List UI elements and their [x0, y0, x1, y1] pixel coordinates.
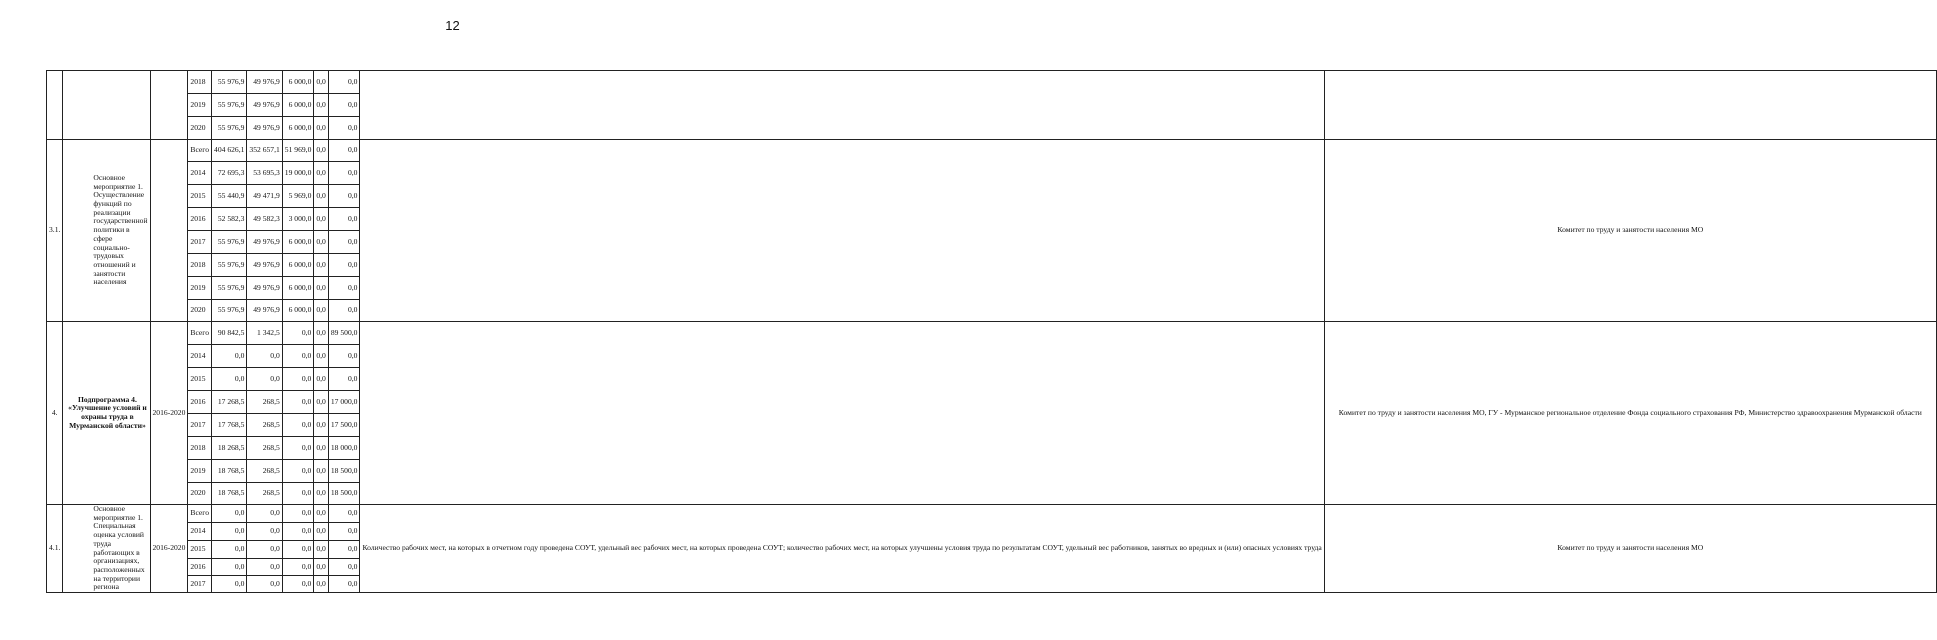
value-cell: 268,5: [247, 460, 282, 483]
value-cell: 0,0: [282, 391, 314, 414]
value-cell: 0,0: [282, 322, 314, 345]
value-cell: 0,0: [282, 483, 314, 505]
implementation-period: 2016-2020: [150, 505, 188, 593]
value-cell: 0,0: [212, 522, 247, 540]
value-cell: 52 582,3: [212, 208, 247, 231]
year-cell: Всего: [188, 322, 212, 345]
row-index: 3.1.: [47, 140, 63, 322]
value-cell: 6 000,0: [282, 94, 314, 117]
value-cell: 0,0: [328, 300, 360, 322]
value-cell: 49 976,9: [247, 231, 282, 254]
budget-table: [46, 70, 1937, 593]
value-cell: 49 976,9: [247, 71, 282, 94]
value-cell: 18 000,0: [328, 437, 360, 460]
value-cell: 0,0: [282, 437, 314, 460]
value-cell: 0,0: [314, 208, 329, 231]
value-cell: 17 268,5: [212, 391, 247, 414]
value-cell: 0,0: [314, 505, 329, 523]
executor-cell: [1324, 71, 1936, 140]
value-cell: 1 342,5: [247, 322, 282, 345]
value-cell: 0,0: [314, 460, 329, 483]
value-cell: 0,0: [314, 162, 329, 185]
value-cell: 0,0: [314, 185, 329, 208]
year-cell: 2019: [188, 277, 212, 300]
value-cell: 51 969,0: [282, 140, 314, 162]
value-cell: 55 976,9: [212, 300, 247, 322]
value-cell: 0,0: [314, 437, 329, 460]
value-cell: 6 000,0: [282, 300, 314, 322]
value-cell: 49 471,9: [247, 185, 282, 208]
table-row: [47, 505, 1937, 523]
year-cell: 2018: [188, 71, 212, 94]
value-cell: 0,0: [328, 231, 360, 254]
value-cell: 18 268,5: [212, 437, 247, 460]
value-cell: 0,0: [282, 368, 314, 391]
measure-name: Основное мероприятие 1. Специальная оценка условий труда работающих в организациях, расположенных на территории региона: [63, 505, 150, 593]
indicator-cell: Количество рабочих мест, на которых в отчетном году проведена СОУТ, удельный вес рабочих мест, на которых проведена СОУТ; количество рабочих мест, на которых улучшены условия труда по результатам СОУТ, удельный вес работников, занятых во вредных и (или) опасных условиях труда: [360, 505, 1324, 593]
value-cell: 0,0: [314, 540, 329, 558]
table-row: [47, 322, 1937, 345]
value-cell: 0,0: [314, 576, 329, 593]
value-cell: 0,0: [328, 277, 360, 300]
year-cell: 2017: [188, 576, 212, 593]
value-cell: 0,0: [212, 345, 247, 368]
value-cell: 3 000,0: [282, 208, 314, 231]
value-cell: 268,5: [247, 414, 282, 437]
executor-cell: Комитет по труду и занятости населения МО: [1324, 505, 1936, 593]
value-cell: 89 500,0: [328, 322, 360, 345]
year-cell: Всего: [188, 505, 212, 523]
value-cell: 18 768,5: [212, 460, 247, 483]
year-cell: 2016: [188, 391, 212, 414]
value-cell: 0,0: [212, 540, 247, 558]
value-cell: 6 000,0: [282, 71, 314, 94]
value-cell: 0,0: [328, 140, 360, 162]
implementation-period: [150, 140, 188, 322]
year-cell: 2015: [188, 540, 212, 558]
value-cell: 49 976,9: [247, 117, 282, 140]
value-cell: 0,0: [328, 162, 360, 185]
value-cell: 0,0: [328, 505, 360, 523]
value-cell: 0,0: [328, 540, 360, 558]
value-cell: 0,0: [328, 117, 360, 140]
value-cell: 49 976,9: [247, 277, 282, 300]
value-cell: 352 657,1: [247, 140, 282, 162]
value-cell: 0,0: [247, 368, 282, 391]
value-cell: 0,0: [328, 558, 360, 576]
value-cell: 0,0: [328, 576, 360, 593]
value-cell: 19 000,0: [282, 162, 314, 185]
value-cell: 0,0: [247, 576, 282, 593]
value-cell: 0,0: [314, 277, 329, 300]
value-cell: 0,0: [314, 117, 329, 140]
value-cell: 0,0: [314, 368, 329, 391]
value-cell: 0,0: [282, 460, 314, 483]
page-number: 12: [445, 18, 460, 33]
row-index: 4.1.: [47, 505, 63, 593]
value-cell: 0,0: [314, 71, 329, 94]
value-cell: 17 500,0: [328, 414, 360, 437]
value-cell: 55 976,9: [212, 117, 247, 140]
year-cell: 2016: [188, 558, 212, 576]
year-cell: 2017: [188, 414, 212, 437]
value-cell: 55 976,9: [212, 254, 247, 277]
value-cell: 0,0: [328, 522, 360, 540]
year-cell: 2020: [188, 300, 212, 322]
measure-name: Основное мероприятие 1. Осуществление функций по реализации государственной политики в сфере социально-трудовых отношений и занятости населения: [63, 140, 150, 322]
value-cell: 0,0: [212, 368, 247, 391]
table-row: [47, 140, 1937, 162]
value-cell: 0,0: [247, 522, 282, 540]
value-cell: 0,0: [328, 345, 360, 368]
value-cell: 268,5: [247, 437, 282, 460]
implementation-period: [150, 71, 188, 140]
measure-name: [63, 71, 150, 140]
value-cell: 72 695,3: [212, 162, 247, 185]
value-cell: 0,0: [314, 345, 329, 368]
value-cell: 0,0: [314, 300, 329, 322]
value-cell: 55 976,9: [212, 94, 247, 117]
value-cell: 18 500,0: [328, 483, 360, 505]
value-cell: 0,0: [314, 522, 329, 540]
value-cell: 0,0: [314, 140, 329, 162]
year-cell: 2019: [188, 460, 212, 483]
value-cell: 0,0: [247, 345, 282, 368]
indicator-cell: [360, 322, 1324, 505]
value-cell: 0,0: [328, 71, 360, 94]
value-cell: 18 500,0: [328, 460, 360, 483]
year-cell: 2018: [188, 254, 212, 277]
value-cell: 0,0: [247, 558, 282, 576]
indicator-cell: [360, 140, 1324, 322]
value-cell: 0,0: [328, 208, 360, 231]
value-cell: 0,0: [212, 558, 247, 576]
value-cell: 0,0: [282, 576, 314, 593]
value-cell: 0,0: [212, 576, 247, 593]
value-cell: 268,5: [247, 391, 282, 414]
year-cell: 2019: [188, 94, 212, 117]
value-cell: 0,0: [314, 483, 329, 505]
year-cell: 2016: [188, 208, 212, 231]
year-cell: Всего: [188, 140, 212, 162]
table-row: [47, 71, 1937, 94]
value-cell: 0,0: [328, 185, 360, 208]
value-cell: 55 440,9: [212, 185, 247, 208]
measure-name: Подпрограмма 4. «Улучшение условий и охраны труда в Мурманской области»: [63, 322, 150, 505]
year-cell: 2017: [188, 231, 212, 254]
year-cell: 2014: [188, 162, 212, 185]
implementation-period: 2016-2020: [150, 322, 188, 505]
indicator-cell: [360, 71, 1324, 140]
value-cell: 268,5: [247, 483, 282, 505]
value-cell: 6 000,0: [282, 231, 314, 254]
value-cell: 49 582,3: [247, 208, 282, 231]
value-cell: 0,0: [314, 414, 329, 437]
year-cell: 2018: [188, 437, 212, 460]
value-cell: 0,0: [282, 540, 314, 558]
value-cell: 0,0: [328, 368, 360, 391]
row-index: [47, 71, 63, 140]
value-cell: 0,0: [328, 254, 360, 277]
value-cell: 0,0: [314, 322, 329, 345]
value-cell: 0,0: [282, 505, 314, 523]
value-cell: 0,0: [314, 231, 329, 254]
value-cell: 17 000,0: [328, 391, 360, 414]
value-cell: 6 000,0: [282, 277, 314, 300]
value-cell: 0,0: [282, 522, 314, 540]
value-cell: 0,0: [282, 345, 314, 368]
value-cell: 18 768,5: [212, 483, 247, 505]
value-cell: 5 969,0: [282, 185, 314, 208]
value-cell: 0,0: [247, 505, 282, 523]
value-cell: 6 000,0: [282, 254, 314, 277]
value-cell: 49 976,9: [247, 300, 282, 322]
year-cell: 2014: [188, 522, 212, 540]
executor-cell: Комитет по труду и занятости населения МО: [1324, 140, 1936, 322]
value-cell: 0,0: [247, 540, 282, 558]
value-cell: 53 695,3: [247, 162, 282, 185]
value-cell: 404 626,1: [212, 140, 247, 162]
year-cell: 2020: [188, 483, 212, 505]
value-cell: 0,0: [314, 558, 329, 576]
table-body: [47, 71, 1937, 593]
value-cell: 49 976,9: [247, 94, 282, 117]
executor-cell: Комитет по труду и занятости населения МО, ГУ - Мурманское региональное отделение Фонда социального страхования РФ, Министерство здравоохранения Мурманской области: [1324, 322, 1936, 505]
year-cell: 2020: [188, 117, 212, 140]
value-cell: 6 000,0: [282, 117, 314, 140]
value-cell: 55 976,9: [212, 277, 247, 300]
value-cell: 55 976,9: [212, 231, 247, 254]
row-index: 4.: [47, 322, 63, 505]
value-cell: 0,0: [314, 391, 329, 414]
year-cell: 2014: [188, 345, 212, 368]
value-cell: 49 976,9: [247, 254, 282, 277]
year-cell: 2015: [188, 368, 212, 391]
value-cell: 0,0: [314, 254, 329, 277]
value-cell: 0,0: [314, 94, 329, 117]
value-cell: 0,0: [282, 558, 314, 576]
value-cell: 90 842,5: [212, 322, 247, 345]
year-cell: 2015: [188, 185, 212, 208]
value-cell: 55 976,9: [212, 71, 247, 94]
value-cell: 17 768,5: [212, 414, 247, 437]
value-cell: 0,0: [212, 505, 247, 523]
value-cell: 0,0: [282, 414, 314, 437]
value-cell: 0,0: [328, 94, 360, 117]
